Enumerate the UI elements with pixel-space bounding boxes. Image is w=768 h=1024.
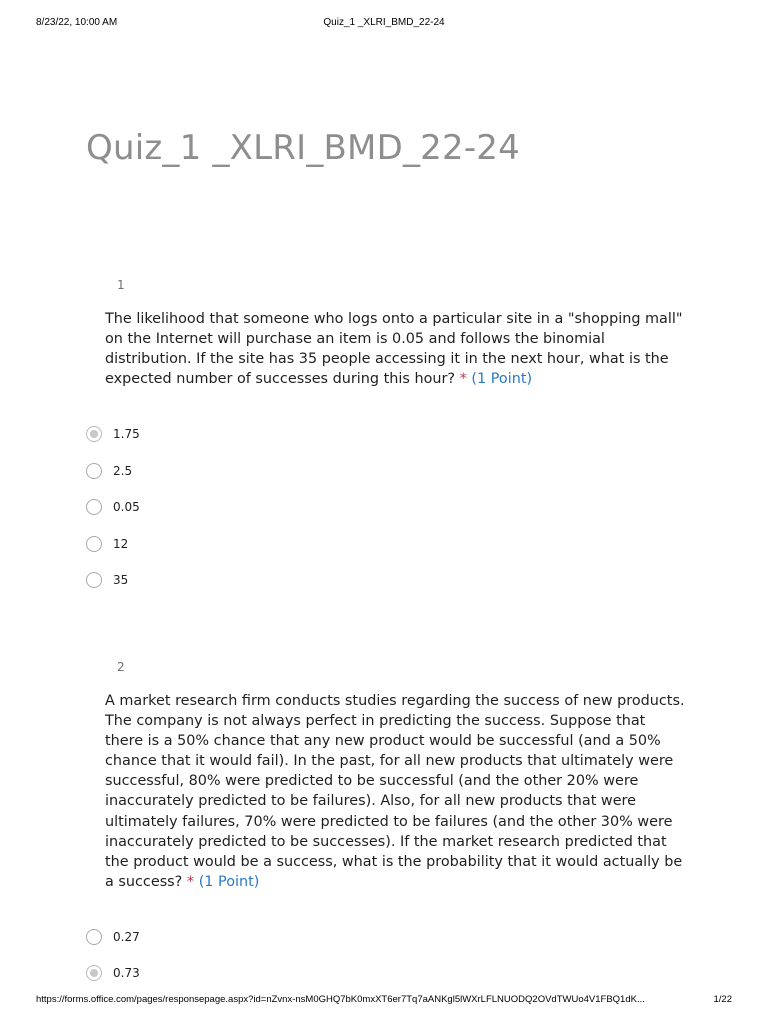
page-number: 1/22 (713, 994, 732, 1005)
points-label: (1 Point) (198, 873, 260, 890)
option-label: 35 (113, 573, 129, 587)
answer-option[interactable] (86, 927, 140, 947)
answer-option[interactable] (86, 424, 140, 444)
required-asterisk: * (459, 371, 467, 388)
print-datetime: 8/23/22, 10:00 AM (36, 17, 118, 28)
answer-option[interactable] (86, 497, 140, 517)
option-label: 0.05 (113, 500, 140, 514)
option-label: 2.5 (113, 464, 133, 478)
question-number: 1 (117, 278, 125, 292)
question-text (105, 309, 685, 389)
option-label: 0.73 (113, 966, 140, 980)
radio-button-selected[interactable] (86, 965, 102, 981)
radio-button[interactable] (86, 929, 102, 945)
option-label: 0.27 (113, 930, 140, 944)
required-asterisk: * (186, 873, 195, 890)
answer-option[interactable] (86, 534, 128, 554)
question-text (105, 691, 685, 892)
radio-button[interactable] (86, 572, 102, 588)
question-number: 2 (117, 660, 125, 674)
print-document-title: Quiz_1 _XLRI_BMD_22-24 (323, 17, 445, 28)
points-label: (1 Point) (471, 371, 533, 388)
answer-option[interactable] (86, 570, 128, 590)
radio-button[interactable] (86, 463, 102, 479)
radio-button-selected[interactable] (86, 426, 102, 442)
print-header (36, 17, 732, 31)
answer-option[interactable] (86, 963, 140, 983)
option-label: 12 (113, 537, 129, 551)
print-footer (36, 994, 732, 1008)
question-prompt: A market research firm conducts studies regarding the success of new products. The company is not always perfect in predicting the success. Suppose that there is a 50% chance that any new product would be successful (and a 50% chance that it would fail). In the past, for all new products that ultimately were successful, 80% were predicted to be successful (and the other 20% were inaccurately predicted to be failures). Also, for all new products that were ultimately failures, 70% were predicted to be failures (and the other 30% were inaccurately predicted to be successes). If the market research predicted that the product would be a success, what is the probability that it would actually be a success? (105, 693, 685, 890)
page-url: https://forms.office.com/pages/responsepage.aspx?id=nZvnx-nsM0GHQ7bK0mxXT6er7Tq7aANKgl5lWXrLFLNUODQ2OVdTWUo4V1FBQ1dK... (36, 994, 645, 1005)
form-title: Quiz_1 _XLRI_BMD_22-24 (86, 128, 520, 168)
answer-option[interactable] (86, 461, 132, 481)
question-prompt: The likelihood that someone who logs onto a particular site in a "shopping mall" on the Internet will purchase an item is 0.05 and follows the binomial distribution. If the site has 35 people accessing it in the next hour, what is the expected number of successes during this hour? (105, 311, 683, 388)
radio-button[interactable] (86, 499, 102, 515)
radio-button[interactable] (86, 536, 102, 552)
option-label: 1.75 (113, 427, 140, 441)
